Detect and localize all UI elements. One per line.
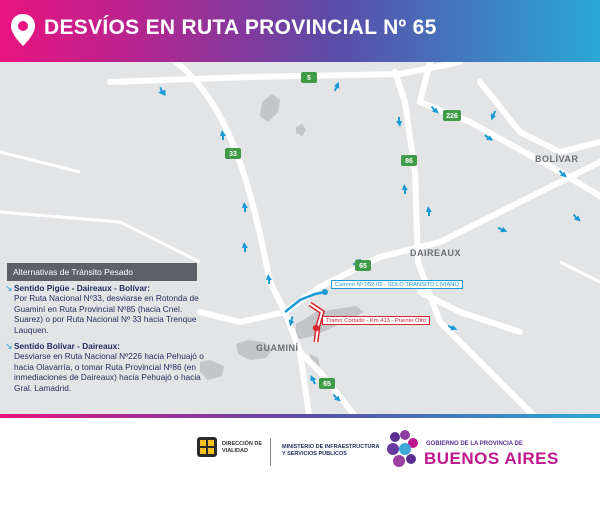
legend-section-2 — [5, 341, 210, 393]
legend-section-1-text: Por Ruta Nacional Nº33, desviarse en Rotonda de Guaminí en Ruta Provincial Nº85 (hacia Cnel. Suarez) o por Ruta Nacional Nº 33 hacia Trenque Lauquen. — [14, 293, 199, 335]
ministerio-line-1: MINISTERIO DE INFRAESTRUCTURA — [282, 444, 380, 450]
vialidad-logo-icon — [197, 437, 217, 457]
legend-header: Alternativas de Tránsito Pesado — [7, 263, 197, 281]
route-shield-33 — [225, 148, 241, 159]
ministerio-text — [282, 444, 379, 458]
gobierno-label: GOBIERNO DE LA PROVINCIA DE — [426, 441, 523, 447]
divider — [270, 438, 271, 466]
legend-section-2-text: Desviarse en Ruta Nacional Nº226 hacia Pehuajó o hacia Olavarría, o tomar Ruta Provincial Nº86 (en inmediaciones de Daireaux) hacia Pehuajó o hacia Gral. Lamadrid. — [14, 351, 204, 393]
buenos-aires-label: BUENOS AIRES — [424, 449, 559, 468]
arrow-icon: ↘ — [5, 283, 13, 293]
legend-section-2-title: Sentido Bolívar - Daireaux: — [14, 341, 121, 352]
closed-point — [313, 325, 319, 331]
legend — [5, 283, 210, 399]
place-label-daireaux: DAIREAUX — [410, 248, 462, 258]
callout-camino-liviano: Camino Nº 052-02 - SOLO TRÁNSITO LIVIANO — [331, 280, 463, 289]
header-banner — [0, 0, 600, 62]
arrow-icon: ↘ — [5, 341, 13, 352]
svg-text:65: 65 — [323, 381, 331, 388]
route-shield-226 — [443, 110, 461, 121]
location-pin-icon — [10, 13, 36, 47]
page-title: DESVÍOS EN RUTA PROVINCIAL Nº 65 — [44, 16, 437, 39]
lakes — [200, 94, 364, 380]
vialidad-line-1: DIRECCIÓN DE — [222, 441, 263, 447]
vialidad-text — [222, 441, 262, 454]
place-label-guamini: GUAMINÍ — [256, 343, 299, 353]
detour-point — [322, 289, 328, 295]
vialidad-line-2: VIALIDAD — [222, 447, 248, 454]
svg-text:65: 65 — [359, 263, 367, 270]
ministerio-line-2: Y SERVICIOS PÚBLICOS — [282, 451, 347, 457]
svg-text:86: 86 — [405, 158, 413, 165]
place-label-bolivar: BOLÍVAR — [535, 154, 579, 164]
legend-section-1 — [5, 283, 210, 335]
svg-text:33: 33 — [229, 151, 237, 158]
route-shield-65-north — [355, 260, 371, 271]
svg-text:226: 226 — [446, 113, 458, 120]
legend-section-1-title: Sentido Pigüe - Daireaux - Bolívar: — [14, 283, 151, 293]
svg-text:5: 5 — [307, 75, 311, 82]
buenos-aires-province-logo-icon — [383, 427, 423, 471]
route-shield-65-south — [319, 378, 335, 389]
callout-tramo-cortado: Tramo Cortado - Km 413 - Puente Otto — [322, 316, 430, 325]
route-shield-86 — [401, 155, 417, 166]
route-shield-5 — [301, 72, 317, 83]
